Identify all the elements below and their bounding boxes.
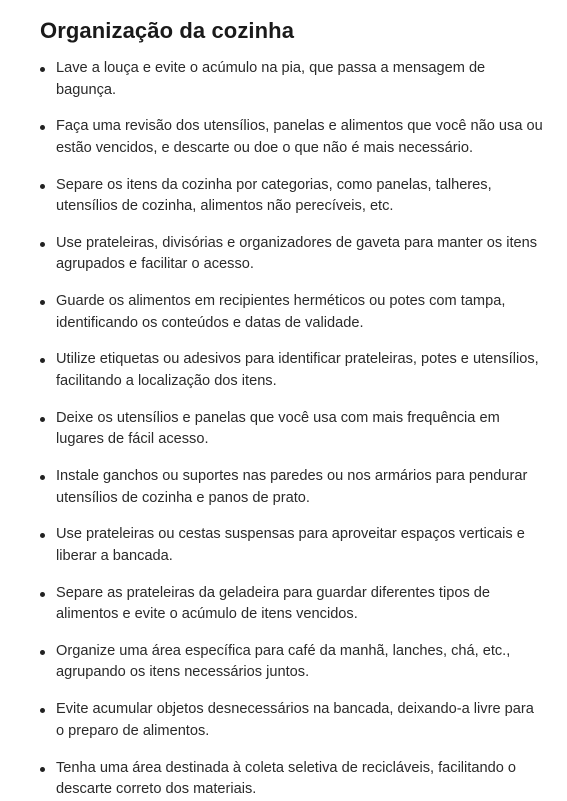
bullet-icon xyxy=(40,475,45,480)
bullet-icon xyxy=(40,650,45,655)
bullet-icon xyxy=(40,300,45,305)
list-item xyxy=(40,408,543,451)
list-item xyxy=(40,641,543,684)
list-item-text: Tenha uma área destinada à coleta seletiva de recicláveis, facilitando o descarte correto dos materiais. xyxy=(56,759,516,798)
list-item-text: Separe as prateleiras da geladeira para guardar diferentes tipos de alimentos e evite o acúmulo de itens vencidos. xyxy=(56,584,491,623)
bullet-icon xyxy=(40,358,45,363)
list-item-text: Organize uma área específica para café da manhã, lanches, chá, etc., agrupando os itens necessários juntos. xyxy=(56,642,511,681)
list-item-text: Instale ganchos ou suportes nas paredes ou nos armários para pendurar utensílios de cozinha e panos de prato. xyxy=(56,468,528,506)
list-item xyxy=(40,758,543,801)
bullet-icon xyxy=(40,767,45,772)
list-item-text: Evite acumular objetos desnecessários na bancada, deixando-a livre para o preparo de alimentos. xyxy=(56,701,534,739)
list-item-text: Deixe os utensílios e panelas que você usa com mais frequência em lugares de fácil acesso. xyxy=(56,409,500,448)
bullet-icon xyxy=(40,417,45,422)
bullet-icon xyxy=(40,67,45,72)
bullet-icon xyxy=(40,592,45,597)
list-item-text: Use prateleiras, divisórias e organizadores de gaveta para manter os itens agrupados e facilitar o acesso. xyxy=(56,234,538,273)
list-item-text: Faça uma revisão dos utensílios, panelas e alimentos que você não usa ou estão vencidos, e descarte ou doe o que não é mais necessário. xyxy=(56,118,543,156)
list-item xyxy=(40,233,543,276)
bullet-icon xyxy=(40,708,45,713)
list-item xyxy=(40,699,543,742)
list-item xyxy=(40,175,543,218)
list-item-text: Guarde os alimentos em recipientes herméticos ou potes com tampa, identificando os conteúdos e datas de validade. xyxy=(56,293,506,331)
bullet-icon xyxy=(40,242,45,247)
tips-list xyxy=(40,58,543,801)
list-item xyxy=(40,583,543,626)
bullet-icon xyxy=(40,533,45,538)
list-item-text: Use prateleiras ou cestas suspensas para aproveitar espaços verticais e liberar a bancada. xyxy=(56,526,525,564)
list-item xyxy=(40,291,543,334)
list-item xyxy=(40,58,543,101)
list-item-text: Lave a louça e evite o acúmulo na pia, que passa a mensagem de bagunça. xyxy=(56,60,486,98)
bullet-icon xyxy=(40,125,45,130)
list-item xyxy=(40,524,543,567)
list-item xyxy=(40,466,543,509)
page-title: Organização da cozinha xyxy=(40,18,295,43)
list-item-text: Separe os itens da cozinha por categorias, como panelas, talheres, utensílios de cozinha, alimentos não perecíveis, etc. xyxy=(56,176,492,215)
bullet-icon xyxy=(40,184,45,189)
list-item xyxy=(40,116,543,159)
list-item xyxy=(40,349,543,392)
list-item-text: Utilize etiquetas ou adesivos para identificar prateleiras, potes e utensílios, facilitando a localização dos itens. xyxy=(56,351,539,389)
